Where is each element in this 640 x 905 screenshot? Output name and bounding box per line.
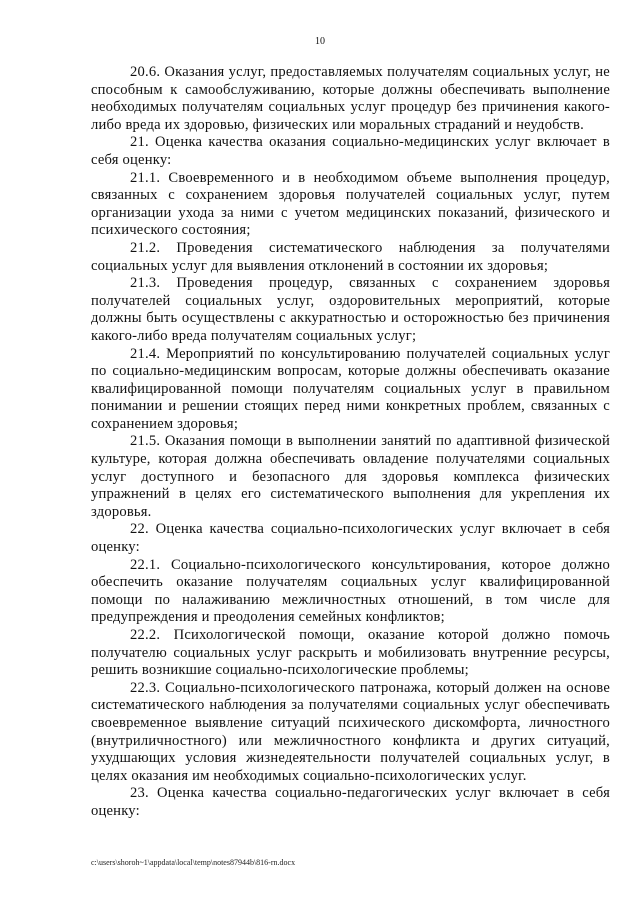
paragraph-21: 21. Оценка качества оказания социально-медицинских услуг включает в себя оценку: bbox=[91, 134, 610, 168]
page-number: 10 bbox=[315, 36, 325, 47]
paragraph-22-1: 22.1. Социально-психологического консультирования, которое должно обеспечить оказание получателям социальных услуг квалифицированной помощи по налаживанию межличностных отношений, в том числе для предупреждения и преодоления семейных конфликтов; bbox=[91, 556, 610, 626]
paragraph-20-6: 20.6. Оказания услуг, предоставляемых получателям социальных услуг, не способным к самообслуживанию, которые должны обеспечивать выполнение необходимых получателям социальных услуг процедур без причинения какого-либо вреда их здоровью, физических или моральных страданий и неудобств. bbox=[91, 64, 610, 133]
footer-file-path: c:\users\shoroh~1\appdata\local\temp\notes87944b\816-rn.docx bbox=[91, 858, 296, 867]
document-body bbox=[91, 64, 610, 821]
paragraph-21-1: 21.1. Своевременного и в необходимом объеме выполнения процедур, связанных с сохранением здоровья получателей социальных услуг, путем организации ухода за ними с учетом медицинских показаний, физического и психического состояния; bbox=[91, 169, 610, 239]
paragraph-23: 23. Оценка качества социально-педагогических услуг включает в себя оценку: bbox=[91, 785, 610, 819]
paragraph-21-3: 21.3. Проведения процедур, связанных с сохранением здоровья получателей социальных услуг, оздоровительных мероприятий, которые должны быть осуществлены с аккуратностью и осторожностью без причинения какого-либо вреда получателям социальных услуг; bbox=[91, 275, 610, 344]
paragraph-22-2: 22.2. Психологической помощи, оказание которой должно помочь получателю социальных услуг раскрыть и мобилизовать внутренние ресурсы, решить возникшие социально-психологические проблемы; bbox=[91, 627, 610, 679]
paragraph-21-4: 21.4. Мероприятий по консультированию получателей социальных услуг по социально-медицинским вопросам, которые должны обеспечивать оказание квалифицированной помощи получателям социальных услуг в правильном понимании и решении стоящих перед ними конкретных проблем, связанных с сохранением здоровья; bbox=[91, 345, 610, 432]
paragraph-21-2: 21.2. Проведения систематического наблюдения за получателями социальных услуг для выявления отклонений в состоянии их здоровья; bbox=[91, 239, 610, 274]
paragraph-21-5: 21.5. Оказания помощи в выполнении занятий по адаптивной физической культуре, которая должна обеспечивать овладение получателями социальных услуг доступного и безопасного для здоровья комплекса физических упражнений в целях его систематического выполнения для укрепления их здоровья. bbox=[91, 433, 610, 520]
paragraph-22-3: 22.3. Социально-психологического патронажа, который должен на основе систематического наблюдения за получателями социальных услуг обеспечивать своевременное выявление ситуаций психического дискомфорта, личностного (внутриличностного) или межличностного конфликта и других ситуаций, ухудшающих условия жизнедеятельности получателей социальных услуг, в целях оказания им необходимых социально-психологических услуг. bbox=[91, 679, 610, 784]
paragraph-22: 22. Оценка качества социально-психологических услуг включает в себя оценку: bbox=[91, 521, 610, 556]
